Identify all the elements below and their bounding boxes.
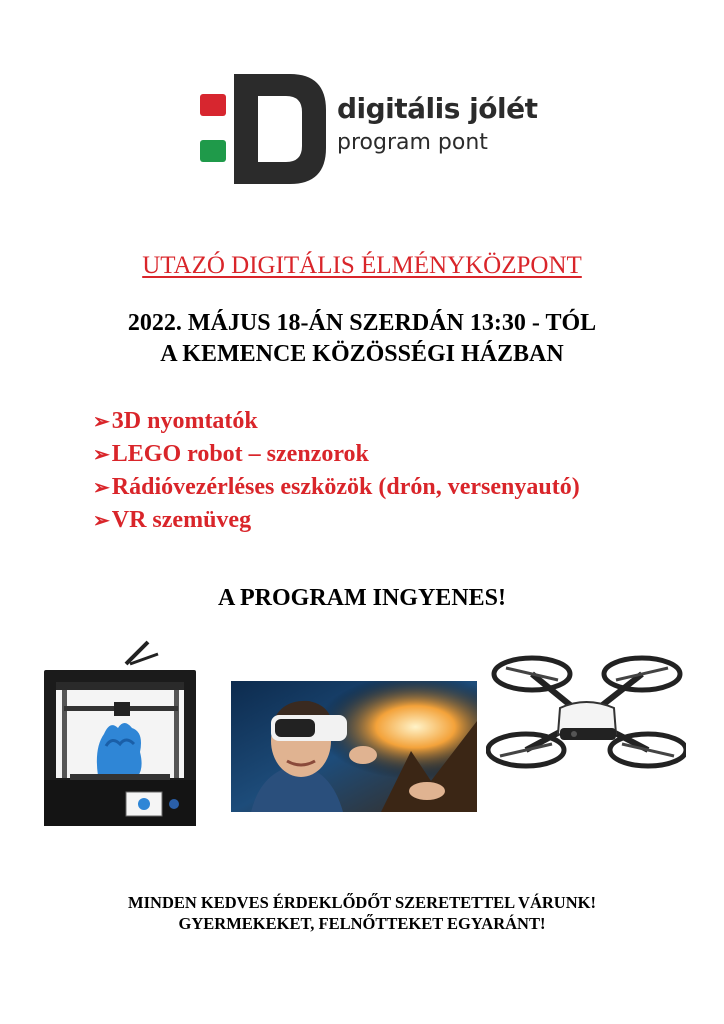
logo-green-square (200, 140, 226, 162)
feature-label: Rádióvezérléses eszközök (drón, versenyautó) (111, 474, 580, 500)
3d-printer-icon (26, 636, 212, 836)
logo-red-square (200, 94, 226, 116)
feature-item (93, 471, 580, 504)
arrow-bullet-icon: ➢ (93, 444, 110, 466)
logo (200, 74, 540, 186)
feature-label: LEGO robot – szenzorok (111, 441, 369, 467)
logo-subtitle: program pont (337, 130, 488, 155)
feature-item (93, 438, 580, 471)
logo-title: digitális jólét (337, 92, 538, 125)
logo-d-icon (234, 74, 326, 184)
feature-label: 3D nyomtatók (111, 408, 258, 434)
event-date: 2022. MÁJUS 18-ÁN SZERDÁN 13:30 - TÓL (127, 310, 597, 336)
event-info (0, 308, 724, 370)
feature-label: VR szemüveg (111, 507, 252, 533)
arrow-bullet-icon: ➢ (93, 477, 110, 499)
vr-headset-icon (231, 681, 477, 812)
arrow-bullet-icon: ➢ (93, 510, 110, 532)
free-notice: A PROGRAM INGYENES! (217, 585, 506, 611)
arrow-bullet-icon: ➢ (93, 411, 110, 433)
feature-list (93, 405, 580, 537)
footer-line-2: GYERMEKEKET, FELNŐTTEKET EGYARÁNT! (178, 914, 546, 933)
footer-line-1: MINDEN KEDVES ÉRDEKLŐDŐT SZERETETTEL VÁRUNK! (128, 893, 596, 912)
event-place: A KEMENCE KÖZÖSSÉGI HÁZBAN (160, 341, 564, 367)
footer (0, 892, 724, 934)
feature-item (93, 405, 580, 438)
drone-icon (486, 644, 686, 792)
headline: UTAZÓ DIGITÁLIS ÉLMÉNYKÖZPONT (142, 252, 582, 279)
feature-item (93, 504, 580, 537)
